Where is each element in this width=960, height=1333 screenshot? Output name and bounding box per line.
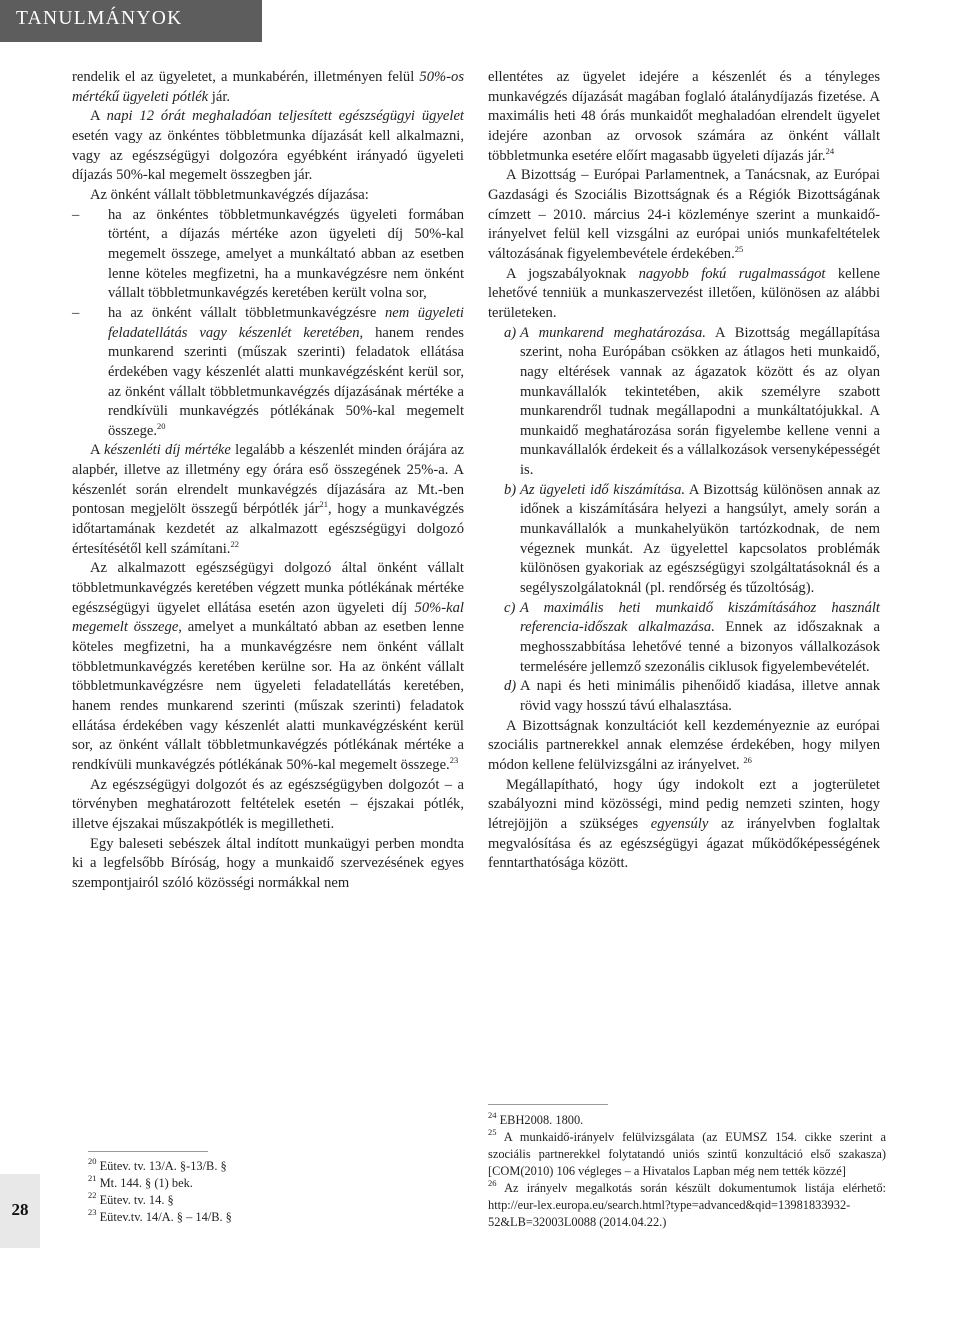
list-marker: c): [504, 599, 516, 616]
text-run: A Bizottság megállapítása szerint, noha Európában csökken az átlagos heti munkaidő, nagy eltérések vannak az ágazatok között és az olyan munkavállalók tekintetében, akik személyre szabott munkarendről tudnak megállapodni a munkáltatójukkal. A munkaidő meghatározása során figyelembe kellene venni a munkavállalók érdekeit és a vállalkozások versenyképességét is.: [520, 324, 880, 479]
footnote-number: 22: [88, 1190, 97, 1200]
paragraph: [488, 68, 880, 166]
list-item-title: Az ügyeleti idő kiszámítása.: [520, 481, 686, 498]
footnote-number: 24: [488, 1110, 497, 1120]
text-run: A Bizottság – Európai Parlamentnek, a Tanácsnak, az Európai Gazdasági és Szociális Bizottságnak és a Régiók Bizottságának címzett – 2010. március 24-i közleménye szerint a munkaidő-irányelvet felül kell vizsgálni az európai uniós munkafeltételek változásának figyelembevétele érdekében.: [488, 167, 880, 262]
text-run-italic: 50%-kal megemelt összege: [72, 599, 464, 636]
footnote-text: A munkaidő-irányelv felülvizsgálata (az EUMSZ 154. cikke szerint a szociális partnerekkel folytatandó uniós szintű konzultáció első szakasza) [COM(2010) 106 végleges – a Hivatalos Lapban még nem tették közzé]: [488, 1130, 886, 1178]
paragraph: [72, 559, 464, 775]
paragraph: [488, 166, 880, 264]
text-run: A Bizottságnak konzultációt kell kezdeményeznie az európai szociális partnerekkel annak elemzése érdekében, hogy milyen módon kellene felülvizsgálni az irányelvet.: [488, 717, 880, 773]
footnotes-left: [88, 1158, 388, 1226]
footnote-text: Eütev.tv. 14/A. § – 14/B. §: [99, 1210, 232, 1224]
text-run-italic: 50%-os mértékű ügyeleti pótlék: [72, 69, 464, 105]
text-run: ha az önként vállalt többletmunkavégzésre: [108, 304, 385, 321]
paragraph: [488, 776, 880, 874]
paragraph: [488, 717, 880, 776]
paragraph: Egy baleseti sebészek által indított munkaügyi perben mondta ki a legfelsőbb Bíróság, hogy a munkaidő szervezésének egyes szempontjairól szóló közösségi normákkal nem: [72, 835, 464, 891]
footnote-text: Eütev. tv. 13/A. §-13/B. §: [99, 1159, 227, 1173]
page-number: 28: [11, 1200, 29, 1219]
footnote-text: Az irányelv megalkotás során készült dokumentumok listája elérhető: http://eur-lex.europa.eu/search.html?type=advanced&qid=13981833932-52&LB=32003L0088 (2014.04.22.): [488, 1181, 886, 1229]
paragraph: [72, 441, 464, 559]
paragraph: [72, 68, 464, 107]
footnote-text: Mt. 144. § (1) bek.: [99, 1176, 193, 1190]
footnote: [488, 1129, 886, 1180]
text-run-italic: nagyobb fokú rugalmasságot: [638, 265, 826, 282]
footnote-ref: 22: [230, 538, 239, 549]
footnote: [88, 1158, 388, 1175]
text-run: kellene lehetővé tenniük a munkaszervezést illetően, különösen az alábbi területeken.: [488, 265, 880, 321]
left-column: [72, 68, 464, 894]
list-marker: b): [504, 481, 517, 498]
footnote-ref: 25: [734, 243, 744, 254]
text-run: rendelik el az ügyeletet, a munkabérén, illetményen felül: [72, 69, 420, 85]
footnote-text: Eütev. tv. 14. §: [99, 1193, 174, 1207]
list-marker: a): [504, 324, 517, 341]
text-run: ellentétes az ügyelet idejére a készenlét és a tényleges munkavégzés díjazását magában foglaló átalánydíjazás fizetése. A maximális heti 48 órás munkaidőt meghaladóan elrendelt ügyelet idejére azonban az orvosok számára az önként vállalt többletmunka esetére előírt magasabb ügyeleti díjazás jár.: [488, 69, 880, 164]
paragraph: [72, 107, 464, 186]
dash-list-item: [72, 304, 464, 442]
text-run-italic: egyensúly: [650, 815, 709, 832]
footnote-number: 26: [488, 1178, 497, 1188]
text-run-italic: készenléti díj mértéke: [104, 442, 231, 459]
dash-marker: –: [72, 206, 80, 223]
footnote-text: EBH2008. 1800.: [499, 1113, 584, 1127]
text-run: az irányelvben foglaltak megvalósítása és az egészségügyi ágazat működőképességének fenntarthatósága között.: [488, 815, 880, 872]
footnote-number: 25: [488, 1127, 497, 1137]
list-marker: d): [504, 678, 517, 695]
paragraph: Az önként vállalt többletmunkavégzés díjazása:: [90, 186, 369, 203]
footnote: [488, 1112, 886, 1129]
footnote-divider: [88, 1151, 208, 1152]
lettered-list-item: [488, 324, 880, 481]
footnote-number: 20: [88, 1156, 97, 1166]
footnote-ref: 20: [157, 420, 166, 431]
text-run: Megállapítható, hogy úgy indokolt ezt a jogterületet szabályozni mind közösségi, mind pedig nemzeti szinten, hogy létrejöjjön a szükséges: [488, 776, 880, 832]
text-run: A napi és heti minimális pihenőidő kiadása, illetve annak rövid vagy hosszú távú elhalasztása.: [520, 678, 880, 714]
text-run: , amelyet a munkáltató abban az esetben lenne köteles megfizetni, ha a munkavégzésre nem önként vállalt többletmunkavégzés keretében kerülne sor. Ha az önként vállalt többletmunkavégzésre nem ügyeleti feladatellátás keretében, hanem rendes munkarend szerinti (műszak szerinti) feladatok ellátása érdekében vagy készenlét alatti munkavégzésként kerül sor, az önként vállalt többletmunkavégzés pótlékának mértéke a rendkívüli munkavégzés pótlékának 50%-kal megemelt összege.: [72, 619, 464, 773]
footnote: [88, 1175, 388, 1192]
footnote: [88, 1192, 388, 1209]
footnote-divider: [488, 1104, 608, 1105]
text-run: jár.: [208, 88, 231, 105]
paragraph: [488, 265, 880, 324]
text-run: A: [90, 108, 107, 125]
paragraph: Az egészségügyi dolgozót és az egészségügyben dolgozót – a törvényben meghatározott feltételek esetén – éjszakai pótlék, illetve éjszakai műszakpótlék is megilletheti.: [72, 776, 464, 832]
list-item-title: A munkarend meghatározása.: [520, 324, 706, 341]
footnote-ref: 26: [743, 754, 752, 765]
text-run-italic: nem ügyeleti feladatellátás vagy készenlét keretében: [108, 304, 464, 341]
text-run: A: [90, 442, 105, 459]
text-run: ha az önkéntes többletmunkavégzés ügyeleti formában történt, a díjazás mértéke azon ügyeleti díj 50%-kal megemelt összege, amelyet a munkáltató abban az esetben lenne köteles megfizetni, ha a munkavégzésre nem önként vállalt többletmunkavégzés keretében került volna sor,: [108, 206, 464, 302]
dash-marker: –: [72, 304, 80, 321]
lettered-list-item: [488, 677, 880, 716]
text-run: A Bizottság különösen annak az időnek a kiszámítására helyezi a hangsúlyt, amely során a munkavállalók a munkahelyükön tartózkodnak, de nem végeznek munkát. Az ügyelettel kapcsolatos problémák különösen gyakoriak az egészségügyi szolgáltatásoknál és a segélyszolgálatoknál (pl. rendőrség és tűzoltóság).: [520, 481, 880, 597]
text-run: legalább a készenlét minden órájára az alapbér, illetve az illetmény egy órára eső összegének 25%-a. A készenlét során elrendelt munkavégzés díjazására az Mt.-ben pontosan megjelölt összegű bérpótlék jár: [72, 442, 464, 518]
text-run-italic: napi 12 órát meghaladóan teljesített egészségügyi ügyelet: [106, 108, 464, 125]
lettered-list-item: [488, 481, 880, 599]
section-title: TANULMÁNYOK: [16, 8, 183, 29]
lettered-list-item: [488, 599, 880, 678]
footnote-number: 21: [88, 1173, 97, 1183]
dash-list-item: [72, 206, 464, 304]
footnote: [88, 1209, 388, 1226]
text-run: Ennek az időszaknak a meghosszabbítása lehetővé tenné a bizonyos vállalkozások termelésére jellemző szezonális ciklusok figyelembevételét.: [520, 619, 880, 675]
footnote-ref: 21: [319, 499, 329, 510]
footnote-number: 23: [88, 1207, 97, 1217]
section-header-band: [0, 0, 262, 42]
list-item-title: A maximális heti munkaidő kiszámításához használt referencia-időszak alkalmazása.: [520, 599, 880, 636]
right-column: [488, 68, 880, 874]
text-run: , hanem rendes munkarend szerinti (műszak szerinti) feladatok ellátása érdekében vagy készenlét alatti munkavégzésként kerül sor, az önként vállalt többletmunkavégzés díjazásának mértéke a rendkívüli munkavégzés pótlékának 50%-kal megemelt összege.: [108, 324, 464, 439]
footnotes-right: [488, 1112, 886, 1231]
text-run: , hogy a munkavégzés időtartamának kezdetét az alkalmazott egészségügyi dolgozó értesítésétől kell számítani.: [72, 501, 464, 557]
footnote: [488, 1180, 886, 1231]
footnote-ref: 23: [449, 754, 459, 765]
text-run: esetén vagy az önkéntes többletmunka díjazását kell alkalmazni, vagy az egészségügyi dolgozóra egyébként irányadó ügyeleti díjazás 50%-kal megemelt összegben jár.: [72, 127, 464, 184]
text-run: A jogszabályoknak: [506, 265, 639, 282]
text-run: Az alkalmazott egészségügyi dolgozó által önként vállalt többletmunkavégzés keretében végzett munka pótlékának mértéke egészségügyi ügyelet ellátása esetén azon ügyeleti díj: [72, 560, 464, 616]
footnote-ref: 24: [825, 145, 835, 156]
